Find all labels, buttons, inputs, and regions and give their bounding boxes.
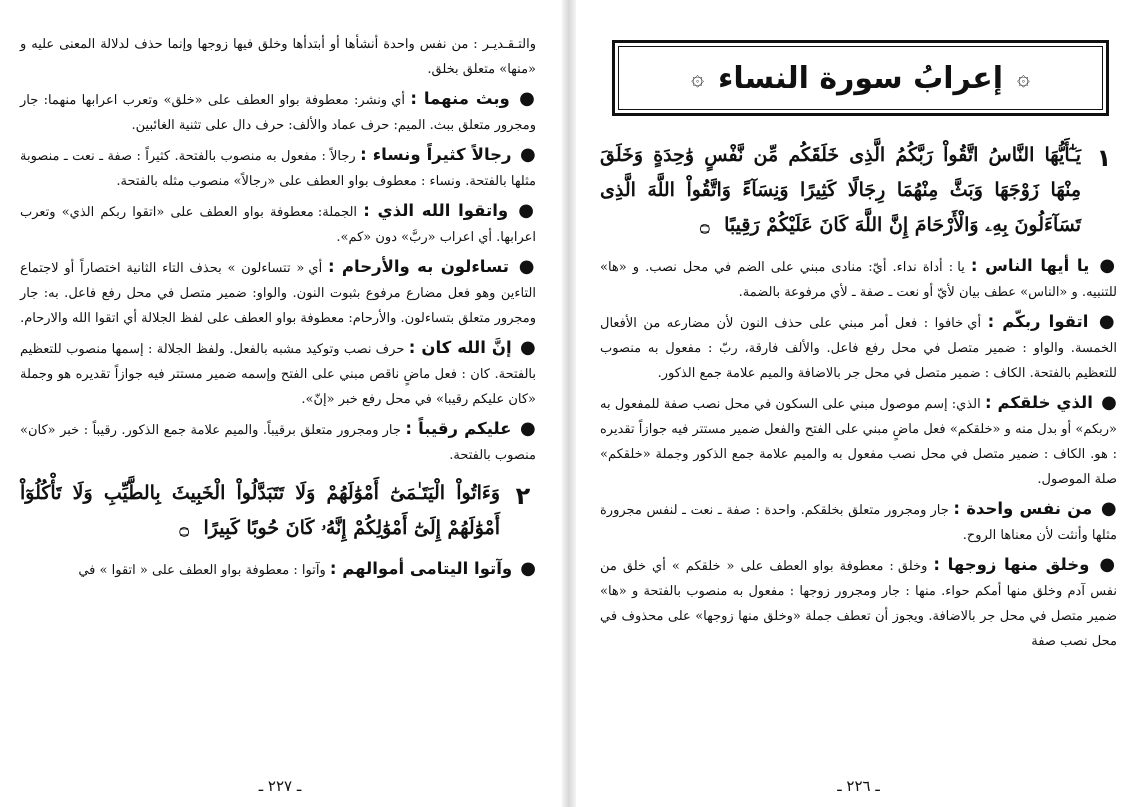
entry	[20, 142, 536, 194]
bullet-icon: ●	[519, 418, 536, 439]
entry-text: الجملة: معطوفة بواو العطف على «اتقوا ربكم الذي» وتعرب اعرابها. أي اعراب «ربَّ» دون «كم».	[20, 205, 536, 245]
entry	[20, 198, 536, 250]
entry-heading: وبث منهما :	[410, 89, 510, 108]
title-inner-frame	[618, 46, 1103, 110]
entry-heading: رجالاً كثيراً ونساء :	[360, 145, 512, 164]
entry	[20, 335, 536, 412]
verse-text-block	[600, 138, 1081, 243]
entry	[20, 254, 536, 331]
bullet-icon: ●	[520, 558, 536, 579]
entry	[20, 416, 536, 468]
verse-text: يَـٰٓأَيُّهَا النَّاسُ اتَّقُواْ رَبَّكُمُ الَّذِى خَلَقَكُم مِّن نَّفْسٍ وَٰحِدَةٍ وَخَلَقَ مِنْهَا زَوْجَهَا وَبَثَّ مِنْهُمَا رِجَالًا كَثِيرًا وَنِسَآءً وَاتَّقُواْ اللَّهَ الَّذِى تَسَآءَلُونَ بِهِۦ وَالْأَرْحَامَ إِنَّ اللَّهَ كَانَ عَلَيْكُمْ رَقِيبًا	[600, 144, 1081, 236]
quran-verse-2	[20, 476, 536, 546]
entry-heading: من نفس واحدة :	[953, 499, 1093, 518]
surah-title: إعرابُ سورة النساء	[718, 60, 1003, 96]
ornament-icon: ۞	[1017, 65, 1030, 91]
bullet-icon: ●	[519, 144, 536, 165]
entry-text: وآتوا : معطوفة بواو العطف على « اتقوا » في	[78, 563, 326, 578]
entry-heading: وخلق منها زوجها :	[933, 555, 1090, 574]
entry	[20, 86, 536, 138]
bullet-icon: ●	[1101, 392, 1117, 413]
bullet-icon: ●	[520, 337, 536, 358]
page-226	[578, 0, 1139, 807]
surah-title-frame	[612, 40, 1109, 116]
quran-verse-1	[600, 138, 1117, 243]
verse-end-icon: ۝	[179, 519, 189, 538]
bullet-icon: ●	[518, 256, 536, 277]
page-227	[0, 0, 560, 807]
entry-heading: اتقوا ربكّم :	[987, 312, 1089, 331]
entry-heading: إنَّ الله كان :	[408, 338, 512, 357]
entry	[600, 253, 1117, 305]
entry	[600, 496, 1117, 548]
entry-text: الذي: إسم موصول مبني على السكون في محل نصب صفة للمفعول به «ربكم» أو بدل منه و «خلقكم» فعل ماضٍ مبني على الفتح والفعل ضمير مستتر فيه جوازاً تقديره : هو. الكاف : ضمير متصل في محل نصب مفعول به والميم علامة جمع الذكور وجملة «خلقكم» صلة الموصول.	[600, 397, 1117, 487]
entry-heading: تساءلون به والأرحام :	[327, 257, 509, 276]
verse-text: وَءَاتُواْ الْيَتَـٰمَىٰٓ أَمْوَٰلَهُمْ وَلَا تَتَبَدَّلُواْ الْخَبِيثَ بِالطَّيِّبِ وَلَا تَأْكُلُوٓاْ أَمْوَٰلَهُمْ إِلَىٰٓ أَمْوَٰلِكُمْ إِنَّهُۥ كَانَ حُوبًا كَبِيرًا	[20, 482, 500, 539]
verse-number: ٢	[515, 482, 531, 510]
entry-text: رجالاً : مفعول به منصوب بالفتحة. كثيراً : صفة ـ نعت ـ منصوبة مثلها بالفتحة. ونساء : معطوف بواو العطف على «رجالاً» منصوب مثله بالفتحة.	[20, 149, 536, 189]
entry-heading: الذي خلقكم :	[985, 393, 1093, 412]
verse-end-icon: ۝	[700, 216, 710, 235]
page-number: ـ ٢٢٦ ـ	[837, 777, 880, 795]
book-gutter	[562, 0, 576, 807]
entry-heading: عليكم رقيباً :	[405, 419, 512, 438]
ornament-icon: ۞	[691, 65, 705, 91]
entry-heading: واتقوا الله الذي :	[363, 201, 509, 220]
verse-number: ١	[1096, 144, 1112, 172]
bullet-icon: ●	[518, 200, 536, 221]
entry-text: جار ومجرور متعلق برقيباً. والميم علامة جمع الذكور. رقيباً : خبر «كان» منصوب بالفتحة.	[20, 423, 536, 463]
entry	[20, 556, 536, 583]
entry-heading: يا أيها الناس :	[970, 256, 1090, 275]
page-number: ـ ٢٢٧ ـ	[258, 777, 302, 795]
entry-text: جار ومجرور متعلق بخلقكم. واحدة : صفة ـ نعت ـ لنفس مجرورة مثلها وأنثت لأن معناها الروح.	[600, 503, 1117, 543]
intro-paragraph: والتـقـديـر : من نفس واحدة أنشأها أو أبتدأها وخلق فيها زوجها وإنما حذف لدلالة المعنى عليه و «منها» متعلق بخلق.	[20, 37, 536, 77]
entry-text: أي خافوا : فعل أمر مبني على حذف النون لأن مضارعه من الأفعال الخمسة. والواو : ضمير متصل في محل رفع فاعل. والألف فارقة، ربّ : مفعول به منصوب للتعظيم بالفتحة. الكاف : ضمير متصل في محل جر بالاضافة والميم علامة جمع الذكور.	[600, 316, 1117, 381]
entry-text: أي « تتساءلون » بحذف التاء الثانية اختصاراً أو لاجتماع التاءين وهو فعل مضارع مرفوع بثبوت النون. والواو: ضمير متصل في محل رفع فاعل. به: جار ومجرور متعلق بتساءلون. والأرحام: معطوفة بواو العطف على لفظ الجلالة أي اتقوا الله والارحام.	[20, 261, 536, 326]
bullet-icon: ●	[1099, 255, 1117, 276]
bullet-icon: ●	[519, 88, 536, 109]
verse-text-block	[20, 476, 500, 546]
entry-text: أي ونشر: معطوفة بواو العطف على «خلق» وتعرب اعرابها منهما: جار ومجرور متعلق ببث. الميم: حرف عماد والألف: حرف دال على تثنية الغائبين.	[20, 93, 536, 133]
entry	[600, 390, 1117, 492]
entry-text: وخلق : معطوفة بواو العطف على « خلقكم » أي خلق من نفس آدم وخلق منها أمكم حواء. منها : جار ومجرور زوجها : مفعول به منصوب بالفتحة و «ها» ضمير متصل في محل جر بالاضافة. ويجوز أن تعطف جملة «وخلق منها زوجها» على محذوف في محل نصب صفة	[600, 559, 1117, 649]
bullet-icon: ●	[1098, 311, 1117, 332]
bullet-icon: ●	[1100, 498, 1117, 519]
bullet-icon: ●	[1099, 554, 1117, 575]
entry-text: يا : أداة نداء. أيّ: منادى مبني على الضم في محل نصب. و «ها» للتنبيه. و «الناس» عطف بيان لأيّ أو نعت ـ صفة ـ لأي مرفوعة بالضمة.	[600, 260, 1117, 300]
entry	[600, 309, 1117, 386]
entry-text: حرف نصب وتوكيد مشبه بالفعل. ولفظ الجلالة : إسمها منصوب للتعظيم بالفتحة. كان : فعل ماضٍ ناقص مبني على الفتح وإسمه ضمير مستتر فيه جوازاً تقديره هو وجملة «كان عليكم رقيبا» في محل رفع خبر «إنّ».	[20, 342, 536, 407]
entry-heading: وآتوا اليتامى أموالهم :	[329, 559, 513, 578]
entry	[600, 552, 1117, 654]
